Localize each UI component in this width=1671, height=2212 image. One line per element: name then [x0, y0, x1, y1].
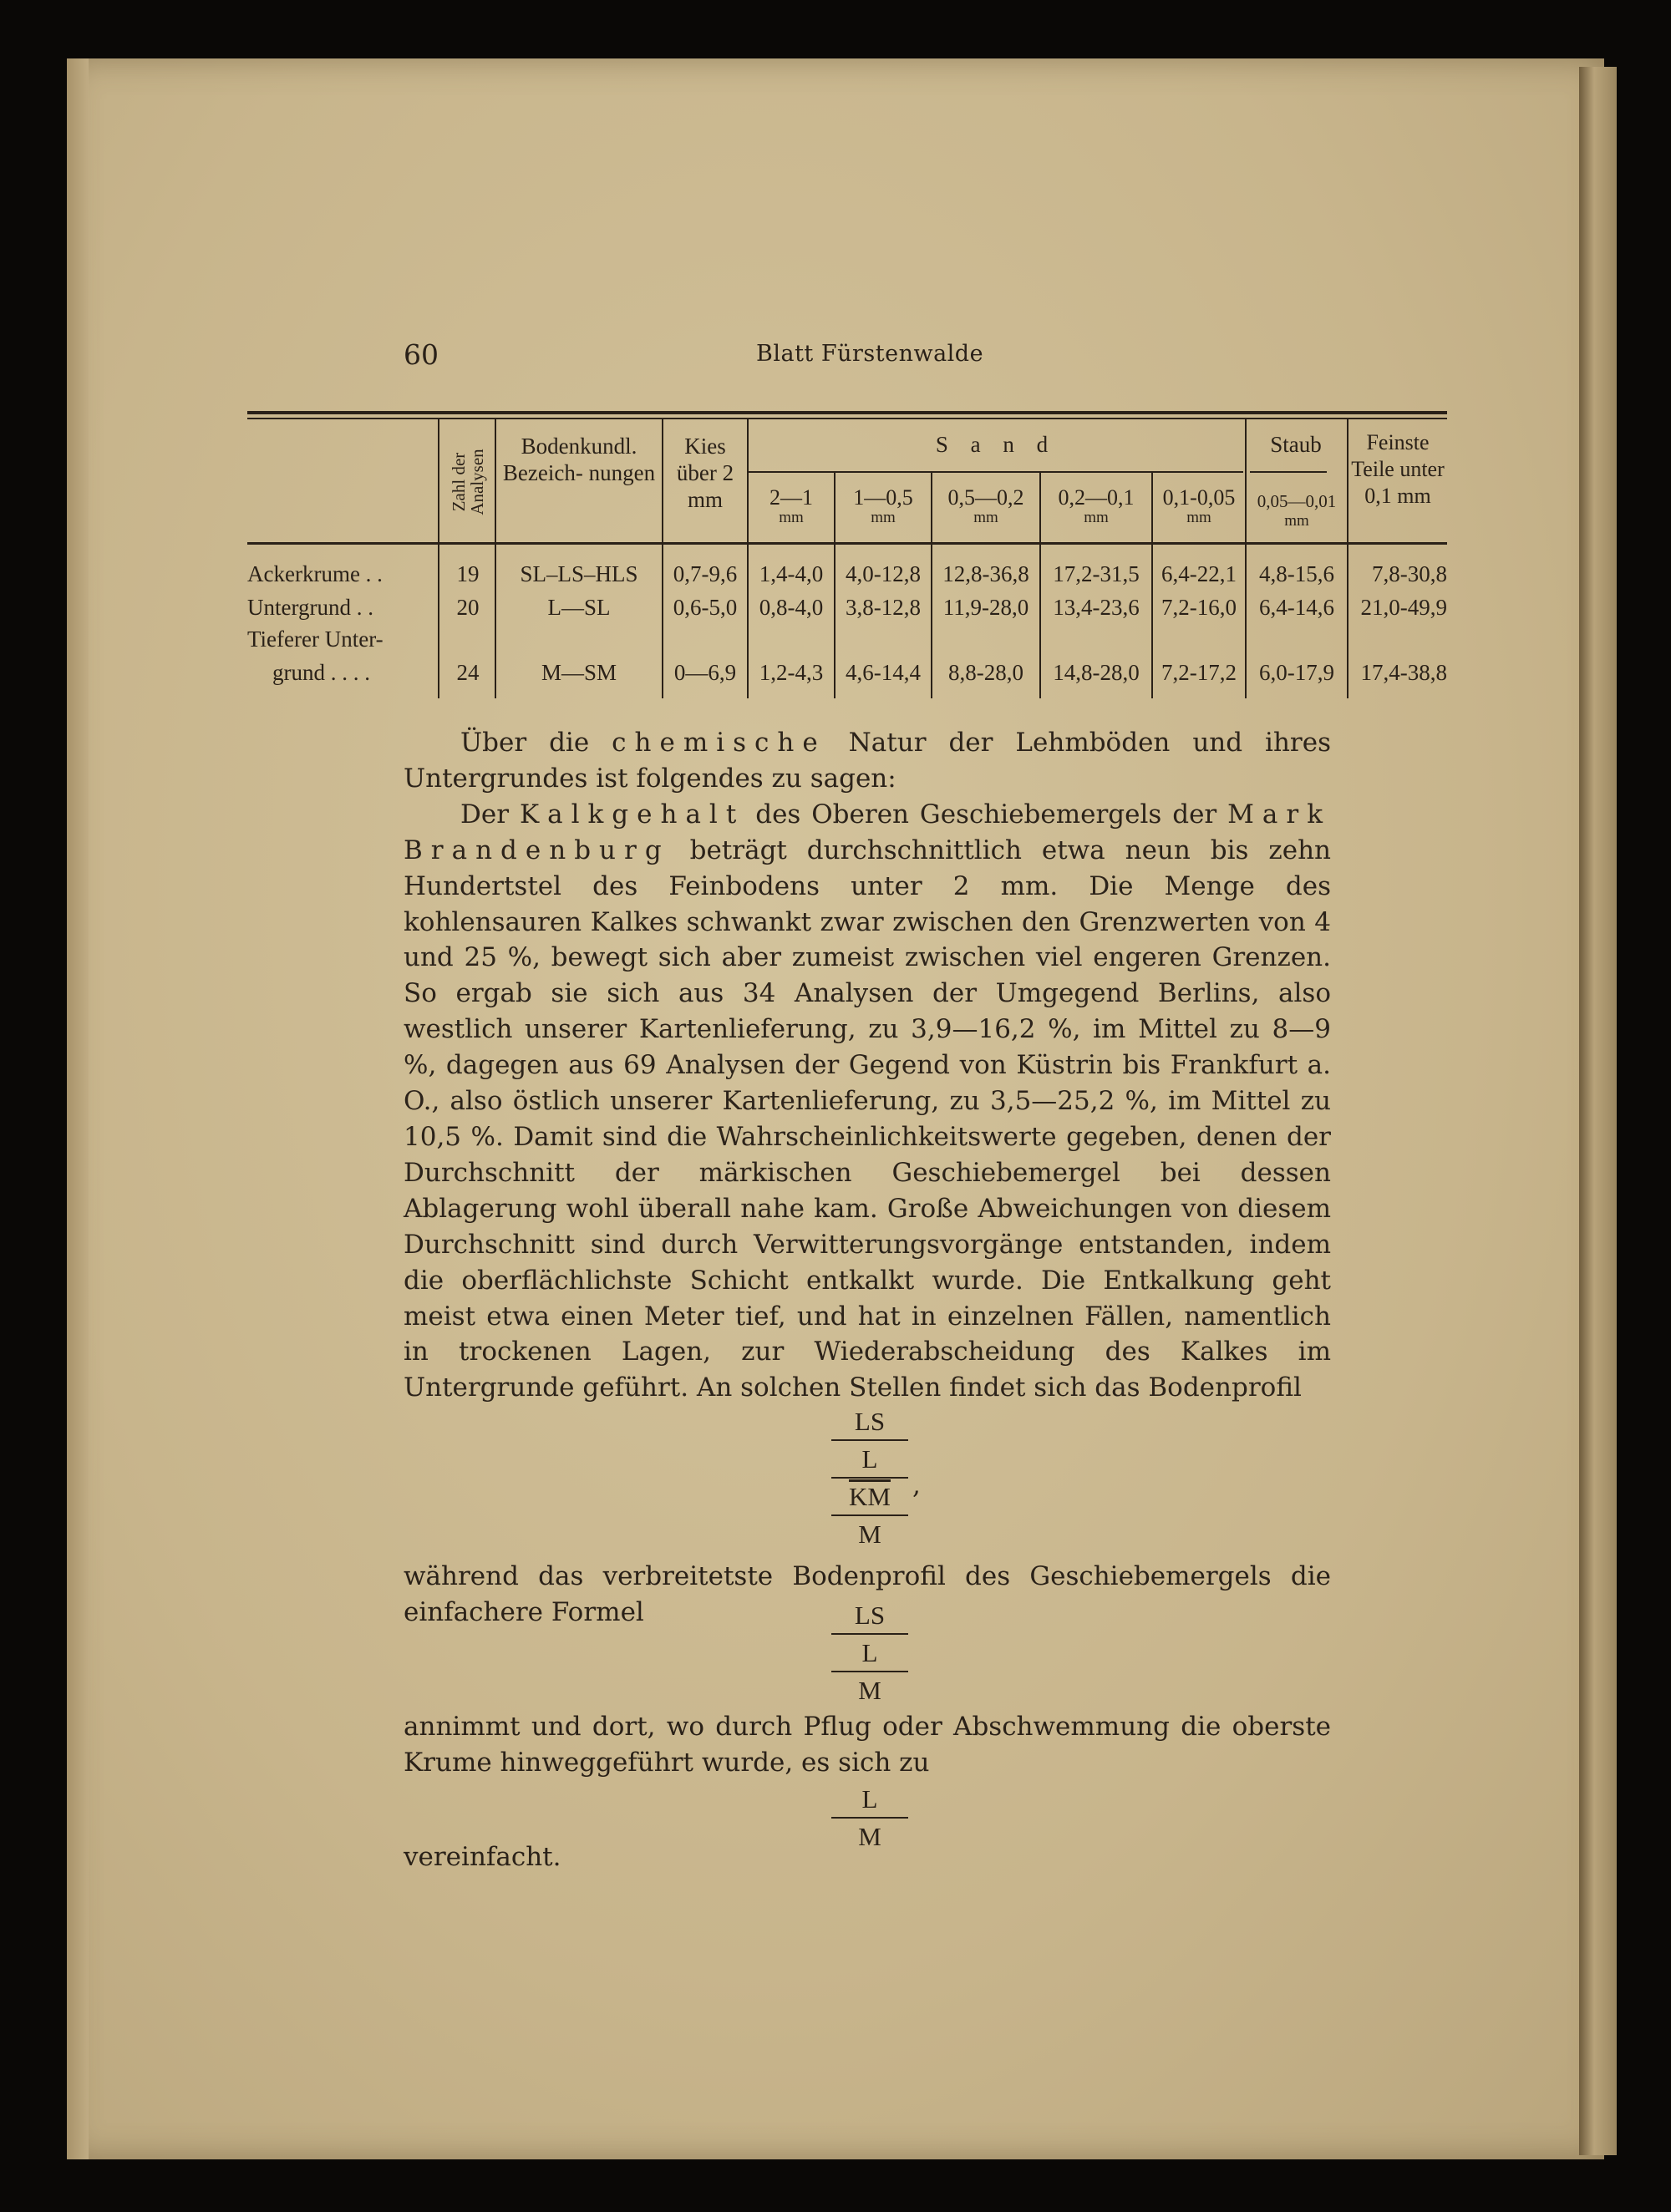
- body-text: [404, 725, 1331, 1406]
- soil-analysis-table: [247, 411, 1447, 703]
- col-header-fine: Feinste Teile unter 0,1 mm: [1351, 430, 1445, 508]
- table-row: Ackerkrume . . 19 SL–LS–HLS 0,7-9,6 1,4-4,0 4,0-12,8 12,8-36,8 17,2-31,5 6,4-22,1 4,8-15,6 7,8-30,8: [247, 561, 1447, 586]
- formula-comma: ,: [912, 1470, 921, 1500]
- col-header-gravel: Kies über 2 mm: [676, 434, 734, 512]
- page-header: [0, 338, 1671, 372]
- soil-profile-formula: L M: [831, 1781, 908, 1854]
- paragraph: Über die chemische Natur der Lehmböden und ihres Untergrundes ist folgendes zu sagen:: [404, 728, 1331, 794]
- soil-profile-formula: LS L $\overline{KM}$ M: [831, 1403, 908, 1552]
- paragraph: vereinfacht.: [404, 1842, 561, 1872]
- sand-sub-header: 0,1-0,05 mm: [1162, 485, 1236, 526]
- sand-sub-header: 0,5—0,2 mm: [947, 485, 1024, 526]
- page-gutter: [67, 58, 89, 2159]
- paragraph: während das verbreitetste Bodenprofil des Geschiebemergels die einfachere Formel: [404, 1561, 1331, 1627]
- soil-profile-formula: LS L M: [831, 1597, 908, 1708]
- silt-sub-header: 0,05—0,01 mm: [1257, 491, 1337, 530]
- sand-sub-header: 0,2—0,1 mm: [1058, 485, 1135, 526]
- sand-sub-header: 2—1 mm: [769, 485, 813, 526]
- col-header-sand: S a n d: [935, 432, 1057, 457]
- table-row: Untergrund . . 20 L—SL 0,6-5,0 0,8-4,0 3,8-12,8 11,9-28,0 13,4-23,6 7,2-16,0 6,4-14,6 21,0-49,9: [247, 595, 1447, 620]
- col-header-silt: Staub: [1270, 432, 1322, 457]
- col-header-count: Zahl der Analysen: [449, 449, 487, 515]
- facing-page-edge: [1579, 67, 1617, 2155]
- sand-sub-header: 1—0,5 mm: [853, 485, 913, 526]
- page-number: 60: [404, 338, 439, 371]
- running-title: Blatt Fürstenwalde: [756, 341, 984, 367]
- paragraph: annimmt und dort, wo durch Pflug oder Abschwemmung die oberste Krume hinweggeführt wurde, es sich zu: [404, 1712, 1331, 1778]
- col-header-soil: Bodenkundl. Bezeich- nungen: [502, 434, 656, 485]
- paragraph: Der Kalkgehalt des Oberen Geschiebemergels der Mark Brandenburg beträgt durchschnittlich etwa neun bis zehn Hundertstel des Feinbodens unter 2 mm. Die Menge des kohlensauren Kalkes schwankt zwar zwischen den Grenzwerten von 4 und 25 %, bewegt sich aber zumeist zwischen viel engeren Grenzen. So ergab sie sich aus 34 Analysen der Umgegend Berlins, also westlich unserer Kartenlieferung, zu 3,9—16,2 %, im Mittel zu 8—9 %, dagegen aus 69 Analysen der Gegend von Küstrin bis Frankfurt a. O., also östlich unserer Kartenlieferung, zu 3,5—25,2 %, im Mittel zu 10,5 %. Damit sind die Wahrscheinlichkeitswerte gegeben, denen der Durchschnitt der märkischen Geschiebemergel bei dessen Ablagerung wohl überall nahe kam. Große Abweichungen von diesem Durchschnitt sind durch Verwitterungsvorgänge entstanden, indem die oberflächlichste Schicht entkalkt wurde. Die Entkalkung geht meist etwa einen Meter tief, und hat in einzelnen Fällen, namentlich in trockenen Lagen, zur Wiederabscheidung des Kalkes im Untergrunde geführt. An solchen Stellen findet sich das Bodenprofil: [404, 799, 1331, 1403]
- table-row: Tieferer Unter- grund . . . . 24 M—SM 0—6,9 1,2-4,3 4,6-14,4 8,8-28,0 14,8-28,0 7,2-17,2 6,0-17,9 17,4-38,8: [247, 627, 1447, 685]
